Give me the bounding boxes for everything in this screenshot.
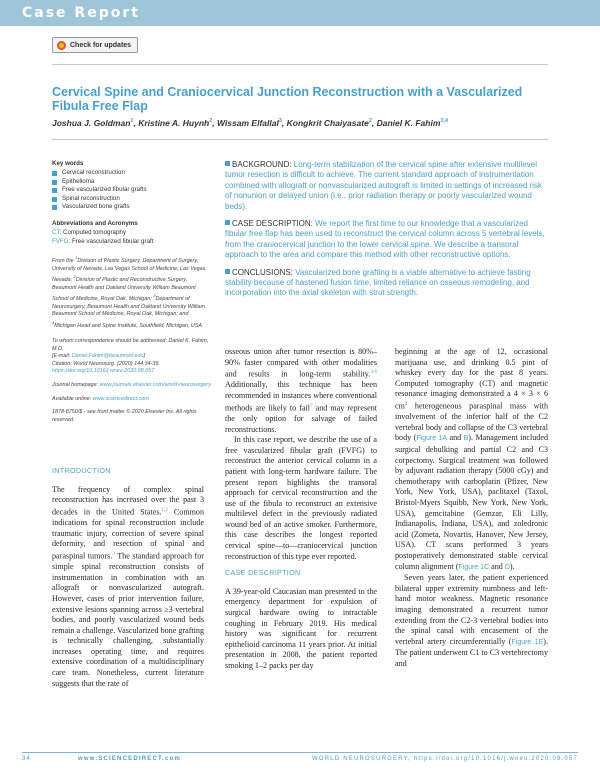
- available-online-label: Available online:: [52, 395, 93, 402]
- email-prefix: [E-mail:: [52, 353, 72, 360]
- author-name: Kongkrit Chaiyasate: [286, 118, 369, 128]
- body-paragraph: [225, 347, 377, 435]
- keyword-item: Spinal reconstruction: [52, 195, 212, 204]
- bullet-square-icon: [225, 220, 230, 225]
- author-name: Wissam Elfallal: [217, 118, 279, 128]
- journal-homepage: [52, 382, 212, 390]
- body-paragraph: In this case report, we describe the use of a free vascularized fibular graft (FVFG) to reconstruct the anterior cervical column in a patient with long-term hardware failure. The present report highlights the transoral approach for cervical reconstruction and the use of the fibula to reconstruct an extensive multilevel defect in the previously radiated wound bed of an active smoker. Furthermore, this case describes the longest reported cervical spine—to—craniocervical junction reconstruction of this type ever reported.: [225, 435, 377, 561]
- correspondence-text: To whom correspondence should be addressed: Daniel K. Fahim, M.D.: [52, 338, 209, 352]
- affiliation-text: Department of Neurosurgery, Beaumont Health and Oakland University William Beaumont School of Medicine, Royal Oak, Michigan; and: [52, 295, 205, 318]
- author-name: Kristine A. Huynh: [138, 118, 210, 128]
- author-affiliation-mark: 3: [278, 118, 282, 125]
- crossmark-icon: [57, 41, 66, 50]
- body-text: ).: [509, 561, 515, 571]
- keyword-item: Cervical reconstruction: [52, 169, 212, 178]
- body-text: ). The patient underwent C1 to C3 vertebrectomy and: [395, 636, 549, 668]
- abbreviations-heading: Abbreviations and Acronyms: [52, 219, 138, 227]
- section-header-bar: [0, 0, 600, 26]
- body-text: heterogeneous paraspinal mass with involvement of the inferior half of the C2 vertebral body and collapse of the C3 vertebral body (: [395, 401, 548, 443]
- affiliation-prefix: From the: [52, 257, 76, 264]
- journal-footer-citation: WORLD NEUROSURGERY, https://doi.org/10.1016/j.wneu.2020.08.057: [312, 756, 578, 762]
- figure-link[interactable]: Figure 1A: [416, 435, 448, 443]
- email-suffix: ]: [143, 353, 145, 360]
- keyword-item: Free vascularized fibular grafts: [52, 186, 212, 195]
- footer-divider: [22, 752, 578, 753]
- citation-text: Citation: World Neurosurg. (2020) 144:34-39.: [52, 360, 160, 367]
- affiliation-mark: 1: [75, 255, 78, 261]
- affiliation-text: Division of Plastic and Reconstructive Surgery, Beaumont Health and Oakland University William Beaumont School of Medicine, Royal Oak, Michigan;: [52, 276, 196, 302]
- author-name: Joshua J. Goldman: [52, 118, 131, 128]
- affiliation-text: Division of Plastic Surgery, Department of Surgery, University of Nevada, Las Vegas School of Medicine, Las Vegas, Nevada;: [52, 257, 207, 283]
- abbreviation-text: : Free vascularized fibular graft: [68, 237, 154, 245]
- section-heading: CASE DESCRIPTION: [225, 568, 301, 578]
- author-affiliation-mark: 1: [130, 118, 134, 125]
- bullet-square-icon: [225, 269, 230, 274]
- divider: [52, 139, 548, 140]
- body-paragraph: A 39-year-old Caucasian man presented to the emergency department for expulsion of surgical hardware owing to intractable coughing in February 2019. His medical history was significant for recurrent epithelioid carcinoma 11 years prior. At initial presentation in 2008, the patient reported smoking 1–2 packs per day: [225, 586, 377, 670]
- page-number: 34: [22, 756, 32, 762]
- affiliation-mark: 2: [73, 274, 76, 280]
- body-text: and: [447, 433, 464, 443]
- body-text: and: [489, 561, 505, 571]
- body-text: beginning at the age of 12, occasional marijuana use, and drinking 0.5 pint of whiskey every day for the past 8 years. Computed tomography (CT) and magnetic resonance imaging demonstrated a 4 × 3 × 6 cm: [395, 347, 548, 411]
- journal-homepage-link[interactable]: www.journals.elsevier.com/world-neurosurgery: [99, 382, 211, 389]
- check-for-updates-button[interactable]: [52, 37, 138, 53]
- keywords-heading: Key words: [52, 160, 84, 167]
- figure-link[interactable]: Figure 1E: [511, 638, 544, 646]
- reference-mark[interactable]: 7: [310, 403, 313, 409]
- journal-homepage-label: Journal homepage:: [52, 382, 100, 389]
- reference-mark[interactable]: 1,2: [161, 507, 168, 513]
- body-text: and may represent the only option for salvage of failed reconstructions.: [225, 403, 377, 434]
- email-link[interactable]: Daniel.Fahim@beaumont.edu: [71, 353, 144, 360]
- keywords-list: [52, 169, 212, 212]
- bullet-square-icon: [225, 161, 230, 166]
- abstract-text: We report the first time to our knowledge that a vascularized fibular free flap has been used to reconstruct the cervical column across 5 vertebral levels, from the craniocervical junction to the lower cervical spine. We describe a transoral approach to the area and compare this method with other reconstructive options.: [225, 219, 545, 260]
- author-affiliation-mark: 2: [368, 118, 372, 125]
- superscript: 3: [404, 401, 408, 407]
- body-column-3: [395, 347, 548, 670]
- figure-link[interactable]: Figure 1C: [458, 563, 490, 571]
- body-text: The frequency of complex spinal reconstruction has increased over the past 3 decades in the United States.: [52, 484, 204, 517]
- sciencedirect-link[interactable]: www.sciencedirect.com: [92, 395, 149, 402]
- doi-link[interactable]: https://doi.org/10.1016/j.wneu.2020.08.057: [52, 368, 155, 375]
- section-heading: INTRODUCTION: [52, 466, 111, 475]
- abstract-conclusions: [225, 268, 548, 299]
- abstract-label: CONCLUSIONS:: [232, 267, 293, 277]
- abbreviation-key: CT: [52, 228, 60, 236]
- author-name: Daniel K. Fahim: [376, 118, 441, 128]
- body-text: osseous union after tumor resection is 80%–90% faster compared with other modalities and results in long-term stability.: [225, 347, 377, 379]
- author-list: Joshua J. Goldman$^1$, Kristine A. Huynh$^2$, Wissam Elfallal$^3$, Kongkrit Chaiyasate$^2$, Daniel K. Fahim$^{3,4}$: [52, 118, 449, 128]
- body-text: Seven years later, the patient experienced bilateral upper extremity numbness and left-hand motor weakness. Magnetic resonance imaging demonstrated a recurrent tumor extending from the C2-3 vertebral bodies into the spinal canal with encasement of the vertebral artery circumferentially (: [395, 573, 548, 646]
- figure-link[interactable]: D: [504, 563, 510, 571]
- article-title: Cervical Spine and Craniocervical Junction Reconstruction with a Vascularized Fibula Free Flap: [52, 85, 523, 113]
- body-column-2: [225, 347, 377, 672]
- abstract-text: Long-term stabilization of the cervical spine after extensive multilevel tumor resection is difficult to achieve. The current standard approach of instrumentation combined with allograft or nonvascularized autograft is limited in settings of increased risk of nonunion or delayed union (i.e., prior radiation therapy or poorly vascularized wound beds).: [225, 160, 543, 211]
- reference-mark[interactable]: 3-6: [370, 370, 377, 376]
- body-text: Common indications for spinal reconstruction include traumatic injury, correction of severe spinal deformity, and resection of spinal and paraspinal tumors.: [52, 507, 204, 561]
- body-text: Additionally, this technique has been recommended in instances where conventional methods are likely to fail: [225, 380, 377, 413]
- body-paragraph: [52, 485, 204, 690]
- body-text: ). Management included surgical debulking and partial C2 and C3 corpectomy. Surgical treatment was followed by adjuvant radiation therapy (5000 cGy) and chemotherapy with carboplatin (Pfizer, New York, New York, USA), paclitaxel (Taxol, Bristol-Myers Squibb, New York, New York, USA), gemcitabine (Gemzar, Eli Lilly, Indianapolis, Indiana, USA), and zoledronic acid (Zometa, Novartis, Hanover, New Jersey, USA). CT scans performed 3 years postoperatively demonstrated stable cervical column alignment (: [395, 433, 548, 571]
- abstract: [225, 160, 548, 306]
- body-text: The standard approach for simple spinal reconstruction consists of instrumentation in combination with an allograft or nonvascularized autograft. However, cases of prior intervention failure, extensive lesions spanning across ≥3 vertebral bodies, and poorly vascularized wound beds remain a challenge. Vascularized bone grafting is technically challenging, substantially increases operating time, and requires extensive coordination of a multidisciplinary care team. Nonetheless, current literature suggests that the rate of: [52, 551, 204, 688]
- section-label: Case Report: [22, 5, 140, 21]
- affiliation-mark: 3: [153, 293, 156, 299]
- body-paragraph: [395, 347, 548, 573]
- affiliation-mark: 4: [52, 319, 55, 325]
- check-for-updates-label: Check for updates: [70, 41, 132, 49]
- abstract-label: CASE DESCRIPTION:: [232, 219, 313, 229]
- keyword-item: Epithelioma: [52, 178, 212, 187]
- abbreviation-row: [52, 229, 212, 238]
- author-affiliation-mark: 3,4: [440, 118, 449, 125]
- figure-link[interactable]: B: [463, 435, 469, 443]
- reference-mark[interactable]: 3: [112, 551, 115, 557]
- keyword-item: Vascularized bone grafts: [52, 203, 212, 212]
- body-paragraph: [395, 573, 548, 669]
- copyright: 1878-8750/$ - see front matter © 2020 Elsevier Inc. All rights reserved.: [52, 409, 197, 423]
- affiliations: [52, 254, 212, 330]
- abstract-label: BACKGROUND:: [232, 160, 292, 169]
- abstract-text: Vascularized bone grafting is a viable alternative to achieve fasting stability because of hastened fusion time, limited reliance on osseous remodeling, and incorporation into the axial skeleton with strut strength.: [225, 267, 531, 298]
- article-sidebar: [52, 160, 212, 424]
- abbreviation-text: : Computed tomography: [59, 228, 126, 236]
- divider: [52, 64, 548, 65]
- abstract-background: [225, 160, 548, 212]
- body-column-1: [52, 466, 204, 689]
- affiliation-text: Michigan Head and Spine Institute, Southfield, Michigan, USA: [54, 322, 202, 329]
- available-online: [52, 396, 212, 404]
- abbreviation-row: [52, 238, 212, 247]
- sciencedirect-footer-link[interactable]: www.SCIENCEDIRECT.com: [78, 756, 181, 762]
- citation: [52, 361, 212, 376]
- abstract-case: [225, 219, 548, 261]
- author-affiliation-mark: 2: [209, 118, 213, 125]
- correspondence: [52, 338, 212, 361]
- abbreviation-key: FVFG: [52, 237, 69, 245]
